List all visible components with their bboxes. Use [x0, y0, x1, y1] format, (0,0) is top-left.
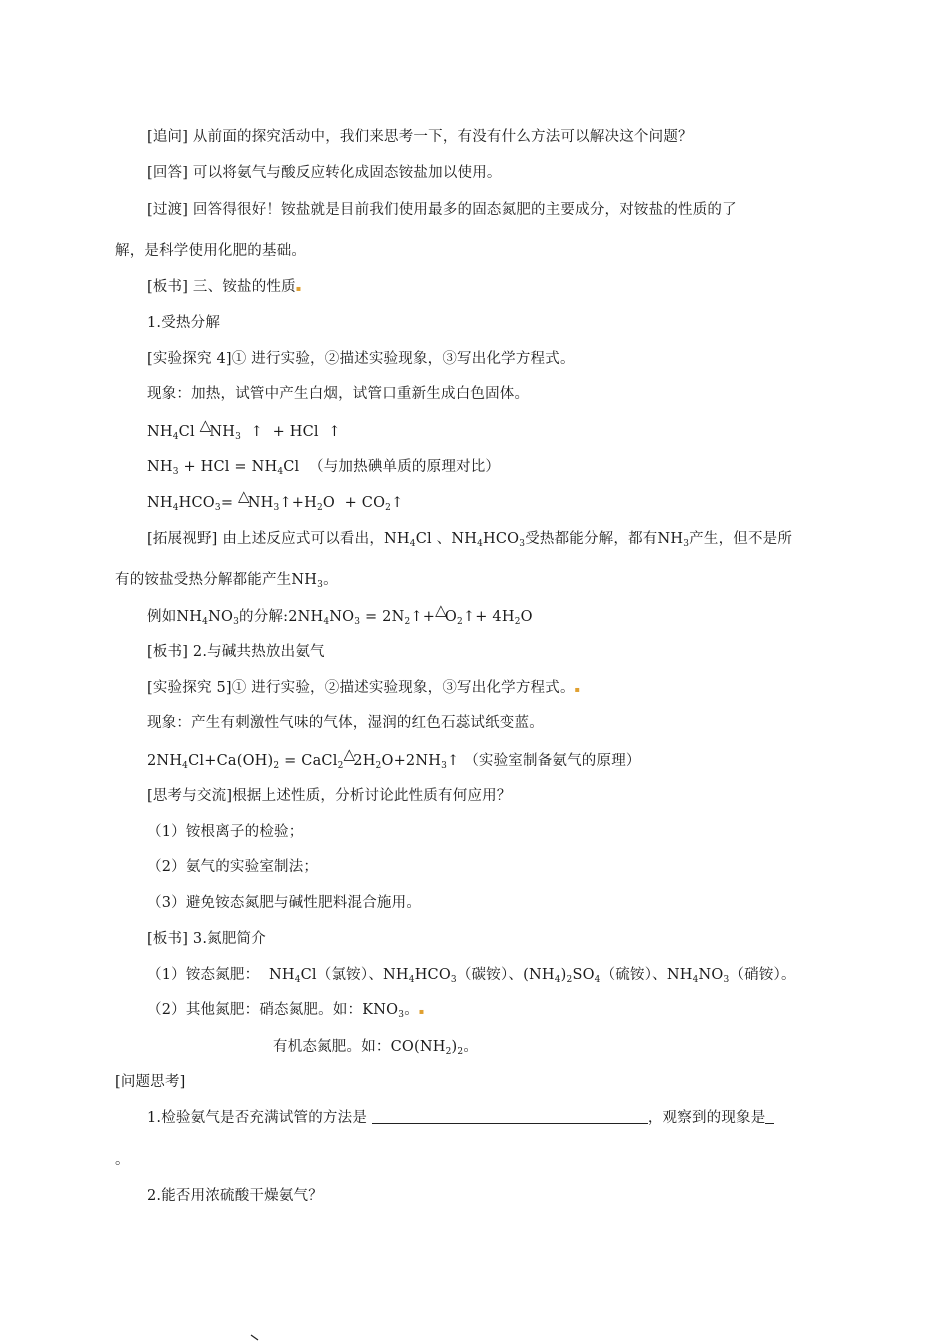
text-line: 现象：产生有刺激性气味的气体，湿润的红色石蕊试纸变蓝。	[147, 715, 544, 731]
question-line: 2.能否用浓硫酸干燥氨气？	[147, 1188, 323, 1204]
text-line: [回答] 可以将氨气与酸反应转化成固态铵盐加以使用。	[147, 165, 502, 181]
text-line: [拓展视野] 由上述反应式可以看出，$NH_4Cl$ 、$NH_4HCO_3$受热都能分解，都有$NH_3$产生，但不是所	[147, 531, 793, 549]
list-item: （1）铵根离子的检验；	[147, 824, 304, 840]
chemical-equation: $NH_4Cl$ $\triangle NH_3$ ↑ + HCl ↑	[147, 416, 341, 442]
text-line: [实验探究 4]① 进行实验，②描述实验现象，③写出化学方程式。	[147, 351, 575, 367]
text-line: [过渡] 回答得很好！铵盐就是目前我们使用最多的固态氮肥的主要成分，对铵盐的性质的了	[147, 202, 737, 218]
section-heading: [板书] 3.氮肥简介	[147, 931, 266, 947]
stray-mark	[250, 1334, 260, 1342]
text-line: [追问] 从前面的探究活动中，我们来思考一下，有没有什么方法可以解决这个问题？	[147, 129, 693, 145]
list-item: 有机态氮肥。如：$CO(NH_2)_2$。	[273, 1039, 479, 1057]
chemical-equation: 例如$NH_4NO_3$的分解$:2NH_4NO_3$ = $2N_2↑+\triangle O_2↑+ 4H_2O$	[147, 601, 533, 627]
text-line: [思考与交流]根据上述性质，分析讨论此性质有何应用？	[147, 788, 512, 804]
answer-blank[interactable]	[634, 1109, 648, 1124]
section-heading: [板书] 2.与碱共热放出氨气	[147, 644, 325, 660]
text-line: 现象：加热，试管中产生白烟，试管口重新生成白色固体。	[147, 386, 530, 402]
section-heading: [板书] 三、铵盐的性质▪	[147, 279, 302, 295]
list-item: （3）避免铵态氮肥与碱性肥料混合施用。	[147, 895, 422, 911]
section-heading: [问题思考]	[115, 1074, 186, 1090]
heat-triangle-icon: △	[343, 745, 356, 763]
text-line: [实验探究 5]① 进行实验，②描述实验现象，③写出化学方程式。▪	[147, 680, 581, 696]
text-line: 解，是科学使用化肥的基础。	[115, 243, 307, 259]
answer-blank[interactable]	[372, 1109, 634, 1124]
list-item: （2）氨气的实验室制法；	[147, 859, 319, 875]
text-line: 。	[115, 1152, 130, 1168]
heat-triangle-icon: △	[199, 416, 212, 434]
chemical-equation: $NH_4HCO_3=$ $\triangle NH_3↑+H_2O$ + $CO_2↑$	[147, 487, 404, 513]
heat-triangle-icon: △	[435, 601, 447, 619]
list-item: （2）其他氮肥：硝态氮肥。如：$KNO_3$。▪	[147, 1002, 425, 1020]
text-line: 有的铵盐受热分解都能产生$NH_3$。	[115, 572, 338, 590]
answer-blank[interactable]	[765, 1109, 774, 1124]
heat-triangle-icon: △	[238, 487, 250, 505]
question-line: 1.检验氨气是否充满试管的方法是 ，观察到的现象是	[147, 1108, 774, 1128]
list-item: （1）铵态氮肥： $NH_4Cl$（氯铵）、$NH_4HCO_3$（碳铵）、$(NH_4)_2SO_4$（硫铵）、$NH_4NO_3$（硝铵）。	[147, 967, 796, 985]
subsection-heading: 1.受热分解	[147, 315, 221, 331]
chemical-equation: $NH_3$ + HCl = $NH_4Cl$ （与加热碘单质的原理对比）	[147, 459, 501, 477]
chemical-equation: $2NH_4Cl+Ca(OH)_2$ = $CaCl_2\triangle 2H_2O+2NH_3↑$ （实验室制备氨气的原理）	[147, 745, 641, 771]
